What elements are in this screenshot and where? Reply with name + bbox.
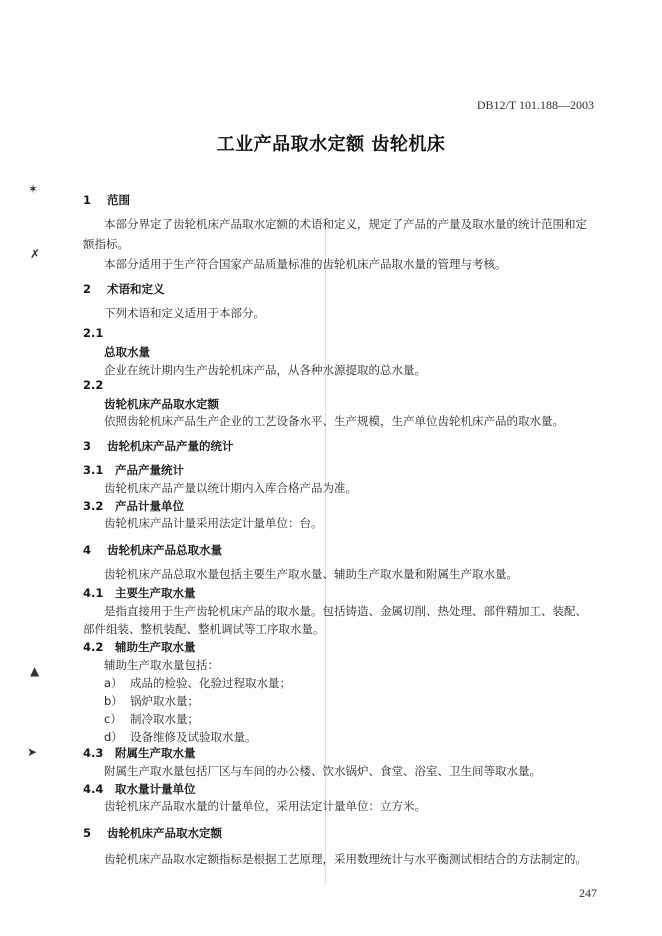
paragraph: 部件组装、整机装配、整机调试等工序取水量。 (83, 622, 325, 636)
section-title: 齿轮机床产品总取水量 (107, 543, 223, 557)
clause-number: 4.1 (83, 586, 104, 600)
section-number: 3 (83, 439, 92, 453)
list-item (104, 675, 291, 691)
list-text: 设备维修及试验取水量。 (130, 730, 257, 744)
section-3-heading (83, 438, 234, 454)
section-title: 齿轮机床产品取水定额 (107, 826, 223, 840)
paragraph: 齿轮机床产品产量以统计期内入库合格产品为准。 (104, 481, 357, 495)
clause-number: 2.1 (83, 326, 104, 340)
section-title: 齿轮机床产品产量的统计 (107, 439, 234, 453)
section-number: 2 (83, 282, 92, 296)
paragraph: 辅助生产取水量包括： (104, 658, 219, 672)
clause-number: 4.4 (83, 782, 104, 796)
paragraph: 下列术语和定义适用于本部分。 (104, 306, 265, 320)
paragraph: 附属生产取水量包括厂区与车间的办公楼、饮水锅炉、食堂、浴室、卫生间等取水量。 (104, 764, 541, 778)
section-title: 范围 (107, 193, 131, 207)
clause-title: 取水量计量单位 (115, 782, 196, 796)
term-definition: 企业在统计期内生产齿轮机床产品，从各种水源提取的总水量。 (104, 363, 426, 377)
list-text: 制冷取水量； (130, 712, 199, 726)
clause-heading (83, 745, 196, 761)
paragraph: 齿轮机床产品计量采用法定计量单位：台。 (104, 516, 323, 530)
term-definition: 依照齿轮机床产品生产企业的工艺设备水平、生产规模，生产单位齿轮机床产品的取水量。 (104, 414, 564, 428)
paragraph: 齿轮机床产品总取水量包括主要生产取水量、辅助生产取水量和附属生产取水量。 (104, 567, 518, 581)
clause-heading (83, 462, 184, 478)
clause-number: 4.2 (83, 640, 104, 654)
paragraph: 齿轮机床产品取水量的计量单位，采用法定计量单位：立方米。 (104, 799, 426, 813)
section-4-heading (83, 542, 222, 558)
margin-mark: ✶ (28, 182, 39, 196)
list-label: a） (104, 676, 123, 690)
list-label: d） (104, 730, 123, 744)
list-item (104, 729, 257, 745)
section-number: 5 (83, 826, 92, 840)
clause-heading (83, 585, 196, 601)
clause-heading (83, 781, 196, 797)
paragraph: 额指标。 (83, 237, 129, 251)
paragraph: 齿轮机床产品取水定额指标是根据工艺原理，采用数理统计与水平衡测试相结合的方法制定的。 (104, 852, 587, 866)
clause-heading (83, 639, 196, 655)
list-label: c） (104, 712, 122, 726)
clause-title: 主要生产取水量 (115, 586, 196, 600)
clause-title: 产品产量统计 (115, 463, 185, 477)
standard-code: DB12/T 101.188—2003 (476, 98, 594, 112)
clause-number: 3.1 (83, 463, 104, 477)
clause-title: 产品计量单位 (115, 499, 185, 513)
scan-fold-line (325, 215, 326, 883)
clause-title: 辅助生产取水量 (115, 640, 196, 654)
clause-number: 2.2 (83, 378, 104, 392)
page-title: 工业产品取水定额 齿轮机床 (216, 134, 446, 155)
section-2-heading (83, 281, 165, 297)
list-text: 成品的检验、化验过程取水量； (130, 676, 291, 690)
section-title: 术语和定义 (107, 282, 165, 296)
section-number: 4 (83, 543, 92, 557)
paragraph: 本部分界定了齿轮机床产品取水定额的术语和定义，规定了产品的产量及取水量的统计范围和定 (104, 217, 587, 231)
clause-title: 附属生产取水量 (115, 746, 196, 760)
margin-mark: ➤ (27, 745, 38, 759)
section-1-heading (83, 192, 130, 208)
list-item (104, 711, 199, 727)
section-number: 1 (83, 193, 92, 207)
clause-number: 4.3 (83, 746, 104, 760)
margin-mark: ▲ (30, 664, 40, 678)
clause-heading (83, 498, 184, 514)
list-label: b） (104, 694, 123, 708)
margin-mark: ✗ (30, 247, 41, 261)
paragraph: 是指直接用于生产齿轮机床产品的取水量。包括铸造、金属切削、热处理、部件精加工、装配、 (104, 604, 587, 618)
clause-number: 3.2 (83, 499, 104, 513)
term-title: 总取水量 (104, 345, 150, 359)
term-title: 齿轮机床产品取水定额 (104, 397, 219, 411)
section-5-heading (83, 825, 222, 841)
page-number: 247 (579, 886, 597, 900)
list-text: 锅炉取水量； (130, 694, 199, 708)
paragraph: 本部分适用于生产符合国家产品质量标准的齿轮机床产品取水量的管理与考核。 (104, 257, 507, 271)
list-item (104, 693, 199, 709)
